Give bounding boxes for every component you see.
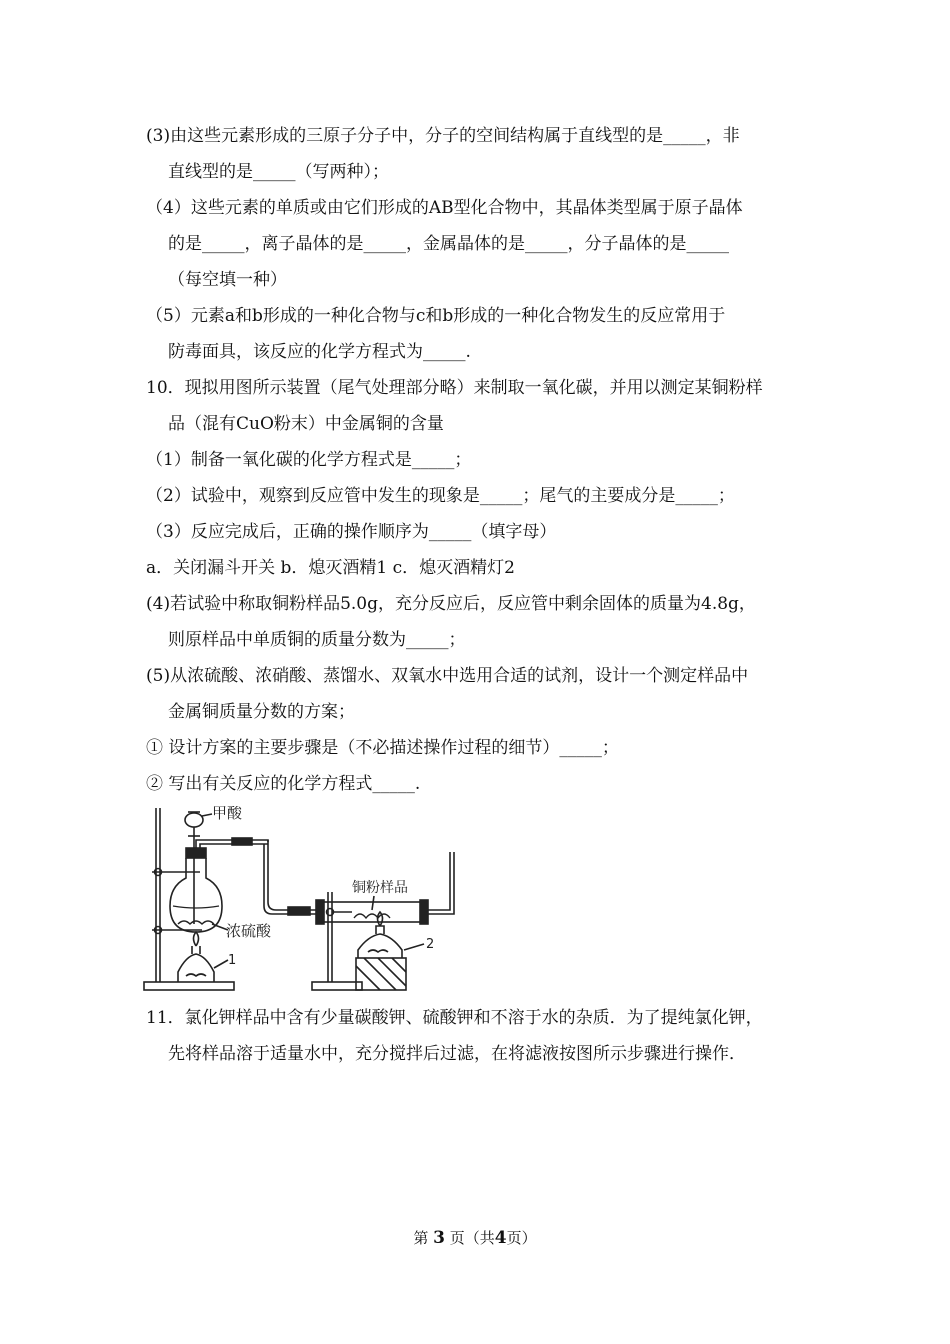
text-line: (3)由这些元素形成的三原子分子中，分子的空间结构属于直线型的是_____，非	[146, 126, 740, 146]
text-line: 则原样品中单质铜的质量分数为_____；	[168, 630, 466, 650]
lamp-1-label: 1	[228, 953, 237, 968]
gas-tubing	[196, 838, 318, 915]
text-line: ① 设计方案的主要步骤是（不必描述操作过程的细节）_____；	[146, 738, 619, 758]
text-line: （1）制备一氧化碳的化学方程式是_____；	[146, 450, 472, 470]
outlet-tube	[428, 852, 450, 910]
formic-acid-label: 甲酸	[212, 806, 243, 822]
footer-middle: 页（共	[449, 1229, 495, 1247]
text-line: 的是_____，离子晶体的是_____，金属晶体的是_____，分子晶体的是_____	[168, 234, 729, 254]
text-line: （2）试验中，观察到反应管中发生的现象是_____；尾气的主要成分是_____；	[146, 486, 735, 506]
text-line: （4）这些元素的单质或由它们形成的AB型化合物中，其晶体类型属于原子晶体	[146, 198, 743, 218]
text-line: 金属铜质量分数的方案；	[168, 702, 355, 722]
question-10-stem: 10．现拟用图所示装置（尾气处理部分略）来制取一氧化碳，并用以测定某铜粉样	[146, 378, 763, 398]
text-line: 防毒面具，该反应的化学方程式为_____.	[168, 342, 471, 362]
apparatus-diagram	[142, 806, 462, 998]
question-11-stem: 11．氯化钾样品中含有少量碳酸钾、硫酸钾和不溶于水的杂质．为了提纯氯化钾，	[146, 1008, 763, 1028]
question-text	[146, 118, 810, 1072]
text-line: 品（混有CuO粉末）中金属铜的含量	[168, 414, 444, 434]
text-line: 先将样品溶于适量水中，充分搅拌后过滤，在将滤液按图所示步骤进行操作．	[168, 1044, 746, 1064]
alcohol-lamp-2	[356, 912, 406, 990]
apparatus-figure	[146, 802, 810, 1000]
text-line: （3）反应完成后，正确的操作顺序为_____（填字母）	[146, 522, 557, 542]
conc-sulfuric-label: 浓硫酸	[226, 922, 272, 940]
text-line: （每空填一种）	[168, 270, 287, 290]
alcohol-lamp-1	[178, 932, 214, 982]
footer-suffix: 页）	[506, 1229, 537, 1247]
text-line: (5)从浓硫酸、浓硝酸、蒸馏水、双氧水中选用合适的试剂，设计一个测定样品中	[146, 666, 749, 686]
copper-sample-label: 铜粉样品	[352, 880, 408, 896]
lamp-2-label: 2	[426, 937, 435, 952]
total-pages-number: 4	[494, 1228, 507, 1248]
text-line: a．关闭漏斗开关 b．熄灭酒精1 c．熄灭酒精灯2	[146, 558, 515, 578]
round-bottom-flask	[170, 848, 222, 932]
text-line: 直线型的是_____（写两种）；	[168, 162, 389, 182]
text-line: （5）元素a和b形成的一种化合物与c和b形成的一种化合物发生的反应常用于	[146, 306, 726, 326]
footer-prefix: 第	[413, 1229, 429, 1247]
text-line: ② 写出有关反应的化学方程式_____.	[146, 774, 421, 794]
text-line: (4)若试验中称取铜粉样品5.0g，充分反应后，反应管中剩余固体的质量为4.8g，	[146, 594, 756, 614]
current-page-number: 3	[433, 1228, 445, 1248]
page-footer	[0, 1226, 950, 1250]
